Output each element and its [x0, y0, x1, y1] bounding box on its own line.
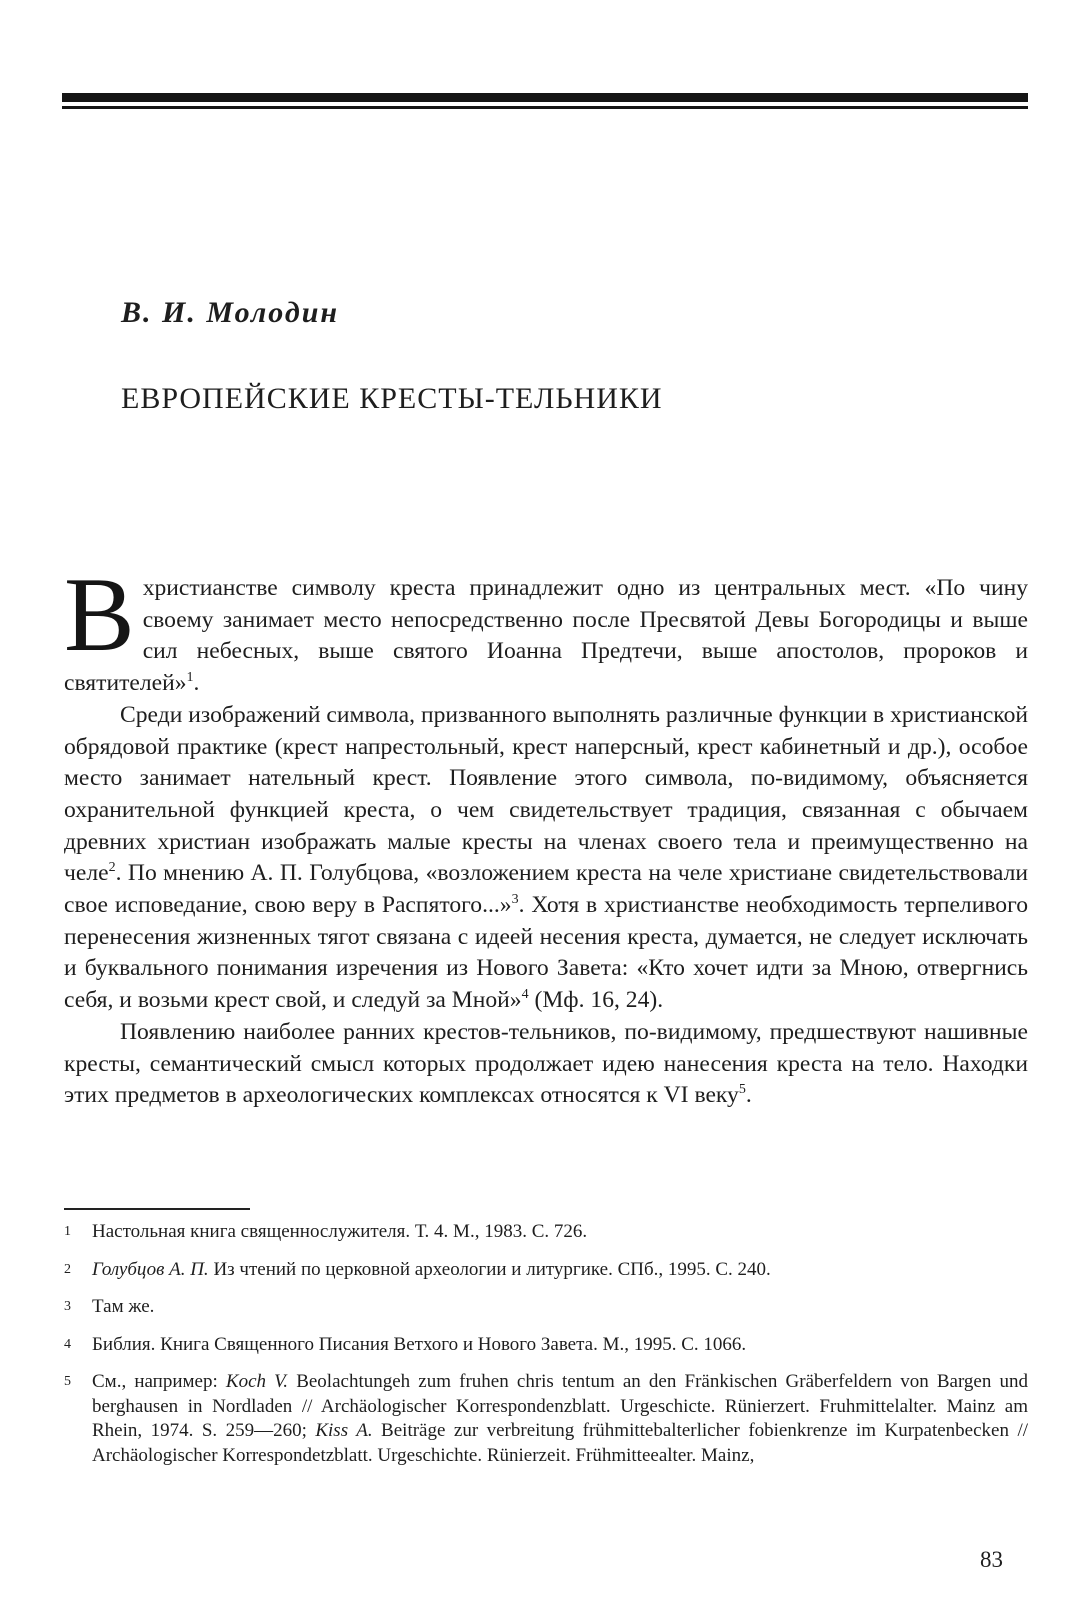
footnote-prefix: См., например:	[92, 1371, 226, 1392]
paragraph-text: .	[193, 670, 200, 697]
paragraph-text: . По мнению А. П. Голубцова, «возложением креста на челе христиане свидетельствовали свое исповедание, свою веру в Распятого...»	[64, 860, 1028, 919]
article-title: ЕВРОПЕЙСКИЕ КРЕСТЫ-ТЕЛЬНИКИ	[121, 382, 663, 415]
paragraph-text: . Хотя в христианстве необходимость терпеливого перенесения жизненных тягот связана с идеей несения креста, думается, не следует исключать и буквального понимания изречения из Нового Завета: «Кто хочет идти за Мною, отвергнись себя, и возьми крест свой, и следуй за Мной»	[64, 892, 1028, 1014]
footnote-citation: Beolachtungeh zum fruhen chris tentum an den Fränkischen Gräberfeldern von Bargen und berghausen in Nordladen // Archäologischer Korrespondenzblatt. Urgeschicte. Rünierzert. Fruhmittelalter. Mainz am Rhein, 1974. S. 259—260;	[92, 1371, 1028, 1441]
footnote-ref: 2	[108, 860, 116, 876]
footnote-3	[64, 1295, 1028, 1320]
paragraph-text: христианстве символу креста принадлежит одно из центральных мест. «По чину своему занимает место непосредственно после Пресвятой Девы Богородицы и выше сил небесных, выше святого Иоанна Предтечи, выше апостолов, пророков и святителей»	[64, 575, 1028, 697]
footnote-2	[64, 1258, 1028, 1283]
footnote-author: Koch V.	[225, 1371, 289, 1392]
paragraph-2	[64, 700, 1028, 1017]
footnote-text	[92, 1370, 1028, 1468]
author-name: В. И. Молодин	[121, 296, 340, 329]
footnote-number: 5	[64, 1374, 71, 1389]
footnote-ref: 3	[511, 892, 519, 908]
drop-cap: В	[64, 556, 135, 673]
footnote-ref: 1	[186, 670, 194, 686]
footnote-text: Библия. Книга Священного Писания Ветхого и Нового Завета. М., 1995. С. 1066.	[92, 1333, 747, 1355]
footnote-text: Настольная книга священнослужителя. Т. 4. М., 1983. С. 726.	[92, 1221, 588, 1242]
footnote-citation: Из чтений по церковной археологии и литургике. СПб., 1995. С. 240.	[208, 1258, 771, 1280]
header-rule-thin	[62, 106, 1028, 109]
page-number: 83	[980, 1547, 1003, 1572]
paragraph-3	[64, 1017, 1028, 1112]
footnote-text	[92, 1258, 1028, 1283]
paragraph-text: Появлению наиболее ранних крестов-тельников, по-видимому, предшествуют нашивные кресты, семантический смысл которых продолжает идею нанесения креста на тело. Находки этих предметов в археологических комплексах относятся к VI веку	[64, 1018, 1028, 1109]
footnote-number: 3	[64, 1299, 71, 1314]
footnote-ref: 5	[738, 1082, 746, 1098]
paragraph-text: .	[745, 1082, 752, 1109]
paragraph-text: Среди изображений символа, призванного выполнять различные функции в христианской обрядовой практике (крест напрестольный, крест наперсный, крест кабинетный и др.), особое место занимает нательный крест. Появление этого символа, по-видимому, объясняется охранительной функцией креста, о чем свидетельствует традиция, связанная с обычаем древних христиан изображать малые кресты на членах своего тела и преимущественно на челе	[64, 701, 1028, 887]
footnote-5	[64, 1370, 1028, 1468]
article-body	[64, 556, 1028, 1112]
footnotes	[64, 1220, 1028, 1481]
paragraph-text: (Мф. 16, 24).	[528, 987, 664, 1014]
footnote-author: Kiss A.	[315, 1420, 373, 1441]
footnote-author: Голубцов А. П.	[92, 1258, 209, 1280]
header-rule-thick	[62, 93, 1028, 102]
footnote-text: Там же.	[92, 1296, 155, 1317]
footnote-divider	[64, 1208, 250, 1210]
footnote-4	[64, 1333, 1028, 1358]
footnote-ref: 4	[521, 987, 529, 1003]
footnote-number: 2	[64, 1261, 71, 1277]
paragraph-1	[64, 556, 1028, 700]
footnote-number: 4	[64, 1336, 71, 1352]
footnote-1	[64, 1220, 1028, 1245]
footnote-number: 1	[64, 1224, 71, 1239]
footnote-citation: Beiträge zur verbreitung frühmittebalterlicher fobienkrenze im Kurpatenbecken // Archäologischer Korrespondetzblatt. Urgeschichte. Rünierzeit. Frühmitteealter. Mainz,	[92, 1420, 1028, 1466]
